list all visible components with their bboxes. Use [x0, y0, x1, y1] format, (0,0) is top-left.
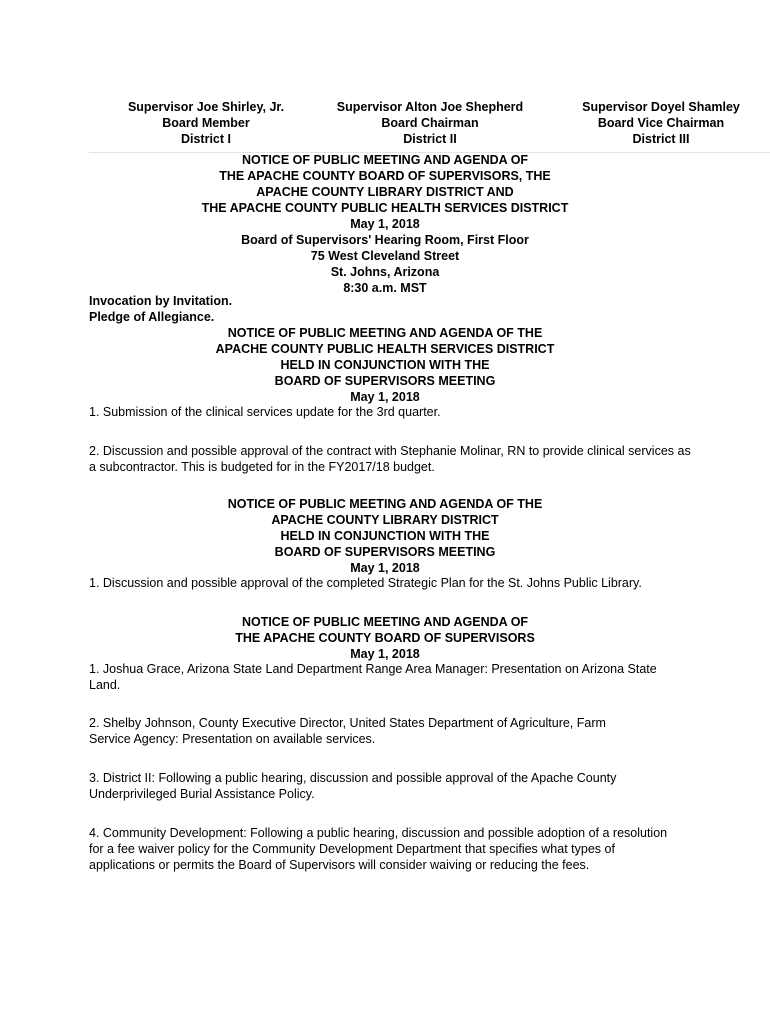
section-line: HELD IN CONJUNCTION WITH THE — [280, 529, 490, 543]
supervisor-district: District I — [180, 132, 231, 146]
section-line: THE APACHE COUNTY BOARD OF SUPERVISORS — [235, 631, 535, 645]
meeting-date: May 1, 2018 — [350, 217, 420, 231]
agenda-item-text: 2. Shelby Johnson, County Executive Director, United States Department of Agriculture, Farm Service Agency: Presentation on available services. — [89, 716, 606, 746]
agenda-item — [89, 825, 679, 873]
meeting-city: St. Johns, Arizona — [330, 265, 440, 279]
supervisor-name: Supervisor Joe Shirley, Jr. — [127, 100, 285, 114]
supervisor-district: District II — [403, 132, 457, 146]
section-date: May 1, 2018 — [350, 647, 420, 661]
supervisor-name: Supervisor Alton Joe Shepherd — [336, 100, 524, 114]
board-section-header — [89, 614, 681, 662]
supervisor-role: Board Vice Chairman — [597, 116, 725, 130]
section-date: May 1, 2018 — [350, 561, 420, 575]
pledge: Pledge of Allegiance. — [89, 310, 215, 324]
supervisor-district: District III — [632, 132, 690, 146]
section-line: HELD IN CONJUNCTION WITH THE — [280, 358, 490, 372]
agenda-item — [89, 715, 649, 747]
meeting-address: 75 West Cleveland Street — [310, 249, 460, 263]
invocation: Invocation by Invitation. — [89, 294, 233, 308]
notice-line: NOTICE OF PUBLIC MEETING AND AGENDA OF — [241, 153, 529, 167]
library-section-header — [89, 496, 681, 576]
agenda-item-text: 1. Discussion and possible approval of the completed Strategic Plan for the St. Johns Public Library. — [89, 576, 642, 590]
supervisor-role: Board Chairman — [381, 116, 479, 130]
section-line: NOTICE OF PUBLIC MEETING AND AGENDA OF THE — [227, 326, 543, 340]
agenda-item — [89, 443, 699, 475]
agenda-item-text: 1. Joshua Grace, Arizona State Land Department Range Area Manager: Presentation on Arizona State Land. — [89, 662, 657, 692]
notice-line: APACHE COUNTY LIBRARY DISTRICT AND — [256, 185, 514, 199]
section-line: NOTICE OF PUBLIC MEETING AND AGENDA OF THE — [227, 497, 543, 511]
section-line: BOARD OF SUPERVISORS MEETING — [274, 374, 496, 388]
notice-line: THE APACHE COUNTY PUBLIC HEALTH SERVICES DISTRICT — [201, 201, 569, 215]
agenda-item — [89, 770, 664, 802]
notice-line: THE APACHE COUNTY BOARD OF SUPERVISORS, THE — [219, 169, 551, 183]
supervisor-district-1 — [118, 99, 294, 147]
agenda-item-text: 2. Discussion and possible approval of the contract with Stephanie Molinar, RN to provide clinical services as a subcontractor. This is budgeted for in the FY2017/18 budget. — [89, 444, 691, 474]
agenda-item-text: 1. Submission of the clinical services update for the 3rd quarter. — [89, 405, 441, 419]
section-date: May 1, 2018 — [350, 390, 420, 404]
opening-items — [89, 293, 699, 325]
supervisor-role: Board Member — [162, 116, 250, 130]
section-line: NOTICE OF PUBLIC MEETING AND AGENDA OF — [241, 615, 529, 629]
main-notice-header — [89, 152, 681, 296]
supervisor-district-2 — [320, 99, 540, 147]
section-line: APACHE COUNTY LIBRARY DISTRICT — [271, 513, 499, 527]
meeting-time: 8:30 a.m. MST — [343, 281, 427, 295]
section-line: APACHE COUNTY PUBLIC HEALTH SERVICES DISTRICT — [215, 342, 555, 356]
supervisor-name: Supervisor Doyel Shamley — [582, 100, 740, 114]
meeting-location: Board of Supervisors' Hearing Room, First Floor — [241, 233, 529, 247]
agenda-item — [89, 661, 669, 693]
agenda-item — [89, 575, 699, 591]
supervisor-district-3 — [566, 99, 756, 147]
agenda-item-text: 3. District II: Following a public hearing, discussion and possible approval of the Apache County Underprivileged Burial Assistance Policy. — [89, 771, 617, 801]
agenda-item-text: 4. Community Development: Following a public hearing, discussion and possible adoption of a resolution for a fee waiver policy for the Community Development Department that specifies what types of applications or permits the Board of Supervisors will consider waiving or reducing the fees. — [89, 826, 668, 872]
section-line: BOARD OF SUPERVISORS MEETING — [274, 545, 496, 559]
agenda-item — [89, 404, 699, 420]
health-section-header — [89, 325, 681, 405]
